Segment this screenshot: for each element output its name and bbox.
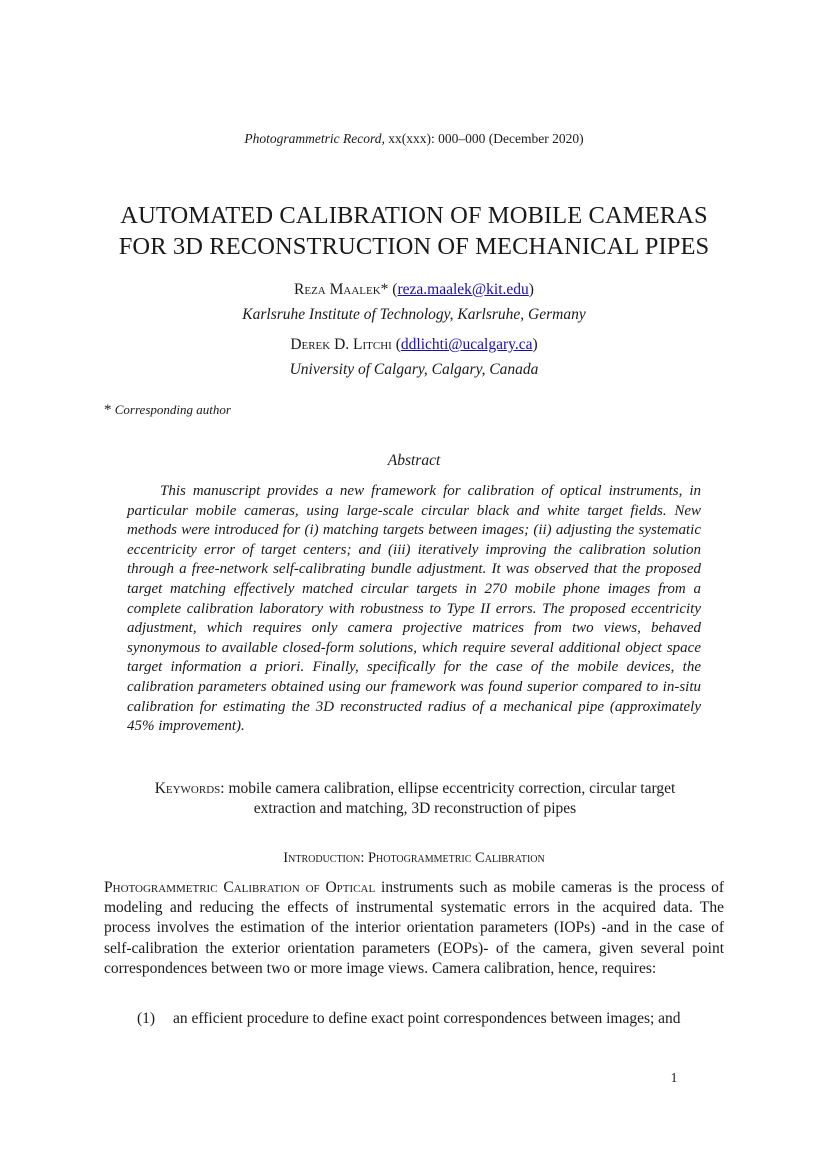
author-2-affiliation: University of Calgary, Calgary, Canada — [289, 361, 539, 378]
author-1-email-link[interactable]: reza.maalek@kit.edu — [397, 281, 529, 298]
list-item-number: (1) — [137, 1010, 156, 1027]
introduction-paragraph — [104, 878, 724, 979]
introduction-text: instruments such as mobile cameras is the process of modeling and reducing the effects of instrumental systematic errors in the acquired data. The process involves the estimation of the interior orientation parameters (IOPs) -and in the case of self-calibration the exterior orientation parameters (EOPs)- of the camera, given several point correspondences between two or more image views. Camera calibration, hence, requires: — [104, 879, 724, 977]
page-number: 1 — [670, 1070, 678, 1085]
keywords — [120, 779, 710, 819]
keywords-label: Keywords: — [154, 780, 225, 797]
section-heading-introduction: Introduction: Photogrammetric Calibration — [283, 850, 545, 866]
paper-title-line-2: FOR 3D RECONSTRUCTION OF MECHANICAL PIPES — [118, 233, 710, 260]
journal-issue: xx(xxx): 000–000 (December 2020) — [384, 131, 584, 146]
author-2: Derek D. Litchi (ddlichti@ucalgary.ca) — [290, 336, 538, 353]
abstract-body: This manuscript provides a new framework for calibration of optical instruments, in particular mobile cameras, using large-scale circular black and white target fields. New methods were introduced for (i) matching targets between images; (ii) adjusting the systematic eccentricity error of target centers; and (iii) iteratively improving the calibration solution through a free-network self-calibrating bundle adjustment. It was observed that the proposed target matching effectively matched circular targets in 270 mobile phone images from a complete calibration laboratory with robustness to Type II errors. The proposed eccentricity adjustment, which requires only camera projective matrices from two views, behaved synonymous to available closed-form solutions, which require several additional object space target information a priori. Finally, specifically for the case of the mobile devices, the calibration parameters obtained using our framework was found superior compared to in-situ calibration for estimating the 3D reconstructed radius of a mechanical pipe (approximately 45% improvement). — [127, 483, 701, 735]
keywords-line-2: extraction and matching, 3D reconstruction of pipes — [253, 800, 577, 817]
paper-title-line-1: AUTOMATED CALIBRATION OF MOBILE CAMERAS — [120, 202, 708, 229]
journal-name: Photogrammetric Record, — [244, 131, 385, 146]
author-1: Reza Maalek* (reza.maalek@kit.edu) — [294, 281, 534, 298]
journal-header — [0, 131, 828, 147]
author-1-affiliation: Karlsruhe Institute of Technology, Karlsruhe, Germany — [242, 306, 586, 323]
corresponding-text: Corresponding author — [111, 402, 231, 417]
introduction-lead: Photogrammetric Calibration of Optical — [104, 879, 376, 896]
paper-title — [0, 200, 828, 262]
list-item-text: an efficient procedure to define exact point correspondences between images; and — [173, 1010, 681, 1027]
author-1-name: Reza Maalek* — [294, 281, 389, 298]
abstract-heading: Abstract — [387, 452, 441, 469]
author-2-email-link[interactable]: ddlichti@ucalgary.ca — [400, 336, 533, 353]
corresponding-mark: * — [104, 402, 112, 418]
corresponding-author-note — [104, 402, 231, 419]
keywords-line-1: mobile camera calibration, ellipse eccentricity correction, circular target — [224, 780, 676, 797]
author-2-name: Derek D. Litchi — [290, 336, 392, 353]
